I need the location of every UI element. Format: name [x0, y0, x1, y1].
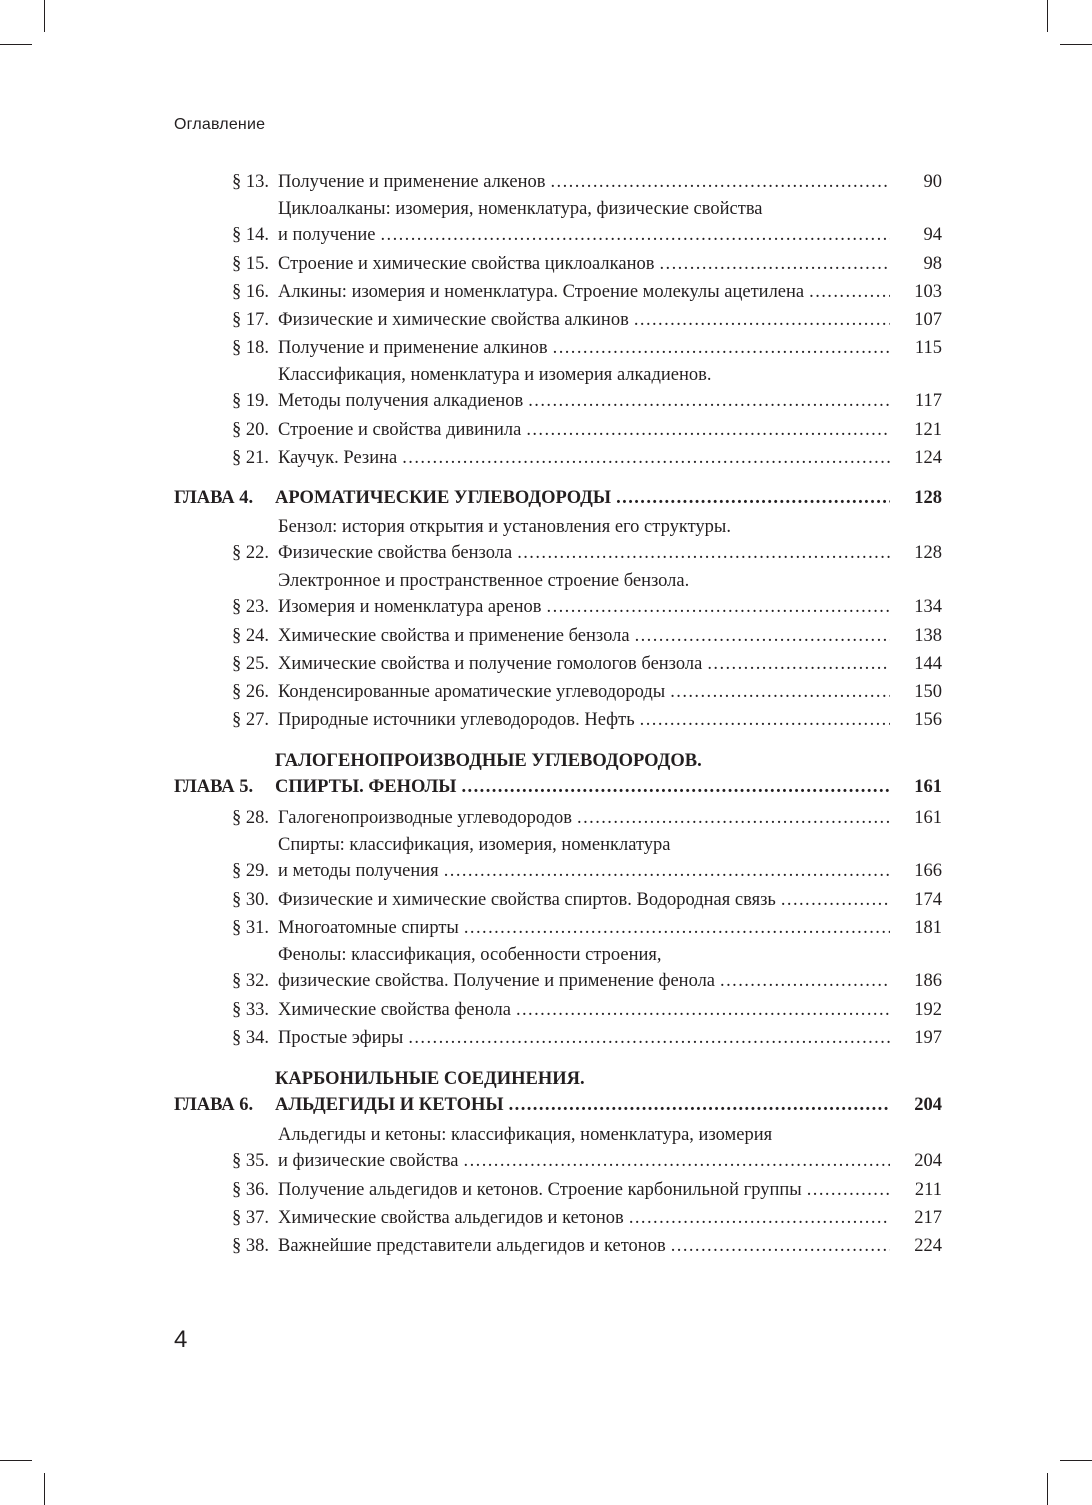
toc-title-line	[278, 859, 890, 885]
toc-entry[interactable]	[174, 622, 942, 650]
toc-number: § 19.	[232, 390, 269, 411]
toc-entry[interactable]	[174, 334, 942, 362]
toc-page-number: 121	[914, 420, 942, 440]
toc-page-number: 98	[923, 254, 942, 274]
toc-title	[278, 515, 890, 566]
toc-number: § 14.	[232, 224, 269, 245]
toc-entry[interactable]	[174, 250, 942, 278]
running-head: Оглавление	[174, 116, 266, 133]
toc-title-text: Получение и применение алкинов	[278, 338, 548, 358]
toc-number: ГЛАВА 6.	[174, 1094, 254, 1115]
page-number: 4	[174, 1326, 188, 1353]
toc-chapter[interactable]	[174, 484, 942, 512]
toc-title-text: Химические свойства фенола	[278, 1000, 511, 1020]
toc-title-line	[278, 541, 890, 567]
toc-title	[278, 1123, 890, 1174]
toc-title-line	[275, 775, 890, 801]
toc-number: § 33.	[232, 1000, 269, 1020]
toc-page-number: 124	[914, 448, 942, 468]
toc-page-number: 128	[914, 488, 942, 508]
toc-title-line	[278, 595, 890, 621]
toc-title-line	[275, 749, 890, 775]
toc-entry[interactable]	[174, 650, 942, 678]
toc-title-line	[278, 1232, 890, 1260]
toc-page-number: 217	[914, 1208, 942, 1228]
toc-title-text: Бензол: история открытия и установления его структуры.	[278, 517, 731, 537]
toc-title-text: Альдегиды и кетоны: классификация, номенклатура, изомерия	[278, 1125, 773, 1145]
toc-title-line	[278, 804, 890, 832]
toc-title-text: Галогенопроизводные углеводородов	[278, 808, 573, 828]
toc-title-text: Физические свойства бензола	[278, 542, 513, 563]
toc-entry[interactable]	[174, 678, 942, 706]
toc-entry[interactable]	[174, 416, 942, 444]
toc-title	[278, 1024, 890, 1052]
toc-entry[interactable]	[174, 278, 942, 306]
toc-page-number: 115	[914, 338, 942, 358]
toc-number: § 16.	[232, 282, 269, 302]
toc-title-text: Строение и химические свойства циклоалканов	[278, 254, 655, 274]
toc-title-text: Спирты: классификация, изомерия, номенклатура	[278, 835, 671, 855]
toc-title-line	[278, 1204, 890, 1232]
toc-title-line	[278, 1123, 890, 1149]
toc-title-text: Химические свойства и применение бензола	[278, 626, 630, 646]
toc-title	[278, 168, 890, 196]
toc-title	[278, 363, 890, 414]
toc-entry[interactable]	[174, 444, 942, 472]
crop-mark	[0, 44, 32, 45]
toc-page-number: 90	[923, 172, 942, 192]
toc-number: § 31.	[232, 918, 269, 938]
toc-entry[interactable]	[174, 804, 942, 832]
toc-title	[278, 706, 890, 734]
toc-title	[275, 749, 890, 800]
crop-mark	[1060, 44, 1092, 45]
toc-entry[interactable]	[174, 514, 942, 568]
toc-entry[interactable]	[174, 568, 942, 622]
toc-page-number: 192	[914, 1000, 942, 1020]
toc-title-text: Изомерия и номенклатура аренов	[278, 596, 542, 617]
toc-number: § 25.	[232, 654, 269, 674]
toc-page-number: 134	[914, 596, 942, 617]
toc-title-text: Физические и химические свойства алкинов	[278, 310, 629, 330]
toc-title	[278, 886, 890, 914]
toc-number: § 20.	[232, 420, 269, 440]
toc-title	[278, 804, 890, 832]
toc-title-text: Классификация, номенклатура и изомерия алкадиенов.	[278, 365, 712, 385]
toc-page-number: 103	[914, 282, 942, 302]
toc-title-text: Химические свойства и получение гомологов бензола	[278, 654, 703, 674]
toc-number: § 38.	[232, 1236, 269, 1256]
toc-title-line	[275, 1093, 890, 1119]
toc-entry[interactable]	[174, 886, 942, 914]
toc-title	[275, 484, 890, 512]
toc-title-line	[278, 706, 890, 734]
toc-title-text: Методы получения алкадиенов	[278, 390, 524, 411]
toc-title-text: Важнейшие представители альдегидов и кетонов	[278, 1236, 666, 1256]
toc-number: § 13.	[232, 172, 269, 192]
toc-page-number: 166	[914, 860, 942, 881]
toc-title-line	[278, 278, 890, 306]
toc-title-text: Фенолы: классификация, особенности строения,	[278, 945, 662, 965]
toc-title-line	[278, 1176, 890, 1204]
toc-number: § 24.	[232, 626, 269, 646]
toc-page-number: 211	[914, 1180, 942, 1200]
toc-page-number: 117	[914, 390, 942, 411]
toc-number: § 32.	[232, 970, 269, 991]
toc-title-text: Алкины: изомерия и номенклатура. Строение молекулы ацетилена	[278, 282, 805, 302]
toc-entry[interactable]	[174, 914, 942, 942]
toc-entry[interactable]	[174, 1122, 942, 1176]
toc-title-text: КАРБОНИЛЬНЫЕ СОЕДИНЕНИЯ.	[275, 1069, 585, 1089]
toc-number: § 27.	[232, 710, 269, 730]
toc-title-line	[278, 306, 890, 334]
toc-title-line	[278, 363, 890, 389]
toc-entry[interactable]	[174, 306, 942, 334]
toc-title-line	[278, 1024, 890, 1052]
toc-title-text: и физические свойства	[278, 1150, 459, 1171]
toc-page-number: 107	[914, 310, 942, 330]
toc-title-line	[278, 886, 890, 914]
toc-title-line	[275, 484, 890, 512]
toc-entry[interactable]	[174, 362, 942, 416]
toc-title-line	[278, 833, 890, 859]
toc-page-number: 144	[914, 654, 942, 674]
toc-number: § 28.	[232, 808, 269, 828]
toc-number: § 15.	[232, 254, 269, 274]
toc-title-text: АРОМАТИЧЕСКИЕ УГЛЕВОДОРОДЫ	[275, 488, 612, 508]
toc-title-text: Химические свойства альдегидов и кетонов	[278, 1208, 624, 1228]
toc-page-number: 161	[914, 808, 942, 828]
toc-entry[interactable]	[174, 996, 942, 1024]
toc-title-text: АЛЬДЕГИДЫ И КЕТОНЫ	[275, 1094, 504, 1115]
toc-page-number: 224	[914, 1236, 942, 1256]
toc-entry[interactable]	[174, 942, 942, 996]
toc-page-number: 138	[914, 626, 942, 646]
toc-title-text: Физические и химические свойства спиртов. Водородная связь	[278, 890, 776, 910]
toc-title-text: физические свойства. Получение и применение фенола	[278, 970, 716, 991]
toc-title	[278, 1232, 890, 1260]
toc-title	[278, 622, 890, 650]
toc-entry[interactable]	[174, 1232, 942, 1260]
toc-title	[278, 444, 890, 472]
crop-mark	[44, 0, 45, 32]
toc-number: § 21.	[232, 448, 269, 468]
toc-title-line	[278, 197, 890, 223]
toc-title-text: и методы получения	[278, 860, 439, 881]
toc-entry[interactable]	[174, 1204, 942, 1232]
toc-title-text: и получение	[278, 224, 376, 245]
toc-title-text: Циклоалканы: изомерия, номенклатура, физические свойства	[278, 199, 763, 219]
toc-title	[278, 569, 890, 620]
crop-mark	[1047, 0, 1048, 32]
toc-chapter[interactable]	[174, 748, 942, 802]
crop-mark	[0, 1460, 32, 1461]
crop-mark	[1060, 1460, 1092, 1461]
toc-title-line	[278, 569, 890, 595]
toc-entry[interactable]	[174, 196, 942, 250]
toc-number: ГЛАВА 5.	[174, 776, 254, 797]
toc-title-text: Получение альдегидов и кетонов. Строение карбонильной группы	[278, 1180, 802, 1200]
toc-title-line	[278, 943, 890, 969]
crop-mark	[44, 1473, 45, 1505]
toc-entry[interactable]	[174, 1176, 942, 1204]
toc-title	[278, 334, 890, 362]
toc-number: ГЛАВА 4.	[174, 488, 254, 508]
table-of-contents	[174, 168, 942, 1260]
toc-page-number: 161	[914, 776, 942, 797]
toc-title-text: Каучук. Резина	[278, 448, 398, 468]
toc-page-number: 197	[914, 1028, 942, 1048]
toc-number: § 34.	[232, 1028, 269, 1048]
toc-title	[278, 996, 890, 1024]
toc-title-line	[278, 914, 890, 942]
toc-page-number: 204	[914, 1150, 942, 1171]
toc-page-number: 181	[914, 918, 942, 938]
toc-entry[interactable]	[174, 168, 942, 196]
toc-title	[278, 914, 890, 942]
toc-number: § 29.	[232, 860, 269, 881]
toc-title-line	[278, 250, 890, 278]
toc-number: § 23.	[232, 596, 269, 617]
toc-title-line	[278, 334, 890, 362]
toc-title-text: Природные источники углеводородов. Нефть	[278, 710, 635, 730]
toc-number: § 17.	[232, 310, 269, 330]
toc-number: § 22.	[232, 542, 269, 563]
toc-title-line	[278, 1149, 890, 1175]
toc-title-text: СПИРТЫ. ФЕНОЛЫ	[275, 776, 457, 797]
toc-number: § 26.	[232, 682, 269, 702]
toc-title-text: Конденсированные ароматические углеводороды	[278, 682, 666, 702]
toc-page-number: 156	[914, 710, 942, 730]
toc-title	[278, 1176, 890, 1204]
toc-number: § 36.	[232, 1180, 269, 1200]
toc-title	[278, 833, 890, 884]
toc-number: § 30.	[232, 890, 269, 910]
toc-title-line	[278, 515, 890, 541]
toc-title	[278, 650, 890, 678]
toc-title	[278, 1204, 890, 1232]
toc-title-line	[278, 444, 890, 472]
toc-page-number: 94	[923, 224, 942, 245]
toc-chapter[interactable]	[174, 1066, 942, 1120]
toc-page-number: 204	[914, 1094, 942, 1115]
toc-entry[interactable]	[174, 832, 942, 886]
toc-page-number: 128	[914, 542, 942, 563]
toc-title-line	[278, 416, 890, 444]
toc-number: § 37.	[232, 1208, 269, 1228]
toc-title-text: Многоатомные спирты	[278, 918, 459, 938]
toc-title-line	[278, 650, 890, 678]
toc-title	[278, 197, 890, 248]
toc-title-line	[278, 622, 890, 650]
toc-page-number: 174	[914, 890, 942, 910]
toc-title	[278, 678, 890, 706]
toc-title-text: Строение и свойства дивинила	[278, 420, 522, 440]
toc-title-text: Простые эфиры	[278, 1028, 404, 1048]
toc-title	[278, 250, 890, 278]
toc-title-line	[278, 678, 890, 706]
toc-title	[278, 306, 890, 334]
toc-title	[278, 416, 890, 444]
toc-entry[interactable]	[174, 1024, 942, 1052]
toc-title-line	[278, 969, 890, 995]
toc-title-line	[278, 168, 890, 196]
crop-mark	[1047, 1473, 1048, 1505]
toc-title-text: Электронное и пространственное строение бензола.	[278, 571, 690, 591]
toc-title-line	[275, 1067, 890, 1093]
toc-title	[278, 278, 890, 306]
toc-entry[interactable]	[174, 706, 942, 734]
toc-title	[278, 943, 890, 994]
toc-title-text: Получение и применение алкенов	[278, 172, 546, 192]
toc-title-text: ГАЛОГЕНОПРОИЗВОДНЫЕ УГЛЕВОДОРОДОВ.	[275, 751, 702, 771]
toc-number: § 18.	[232, 338, 269, 358]
toc-title-line	[278, 223, 890, 249]
toc-number: § 35.	[232, 1150, 269, 1171]
toc-page-number: 186	[914, 970, 942, 991]
toc-title	[275, 1067, 890, 1118]
toc-page-number: 150	[914, 682, 942, 702]
toc-title-line	[278, 389, 890, 415]
toc-title-line	[278, 996, 890, 1024]
